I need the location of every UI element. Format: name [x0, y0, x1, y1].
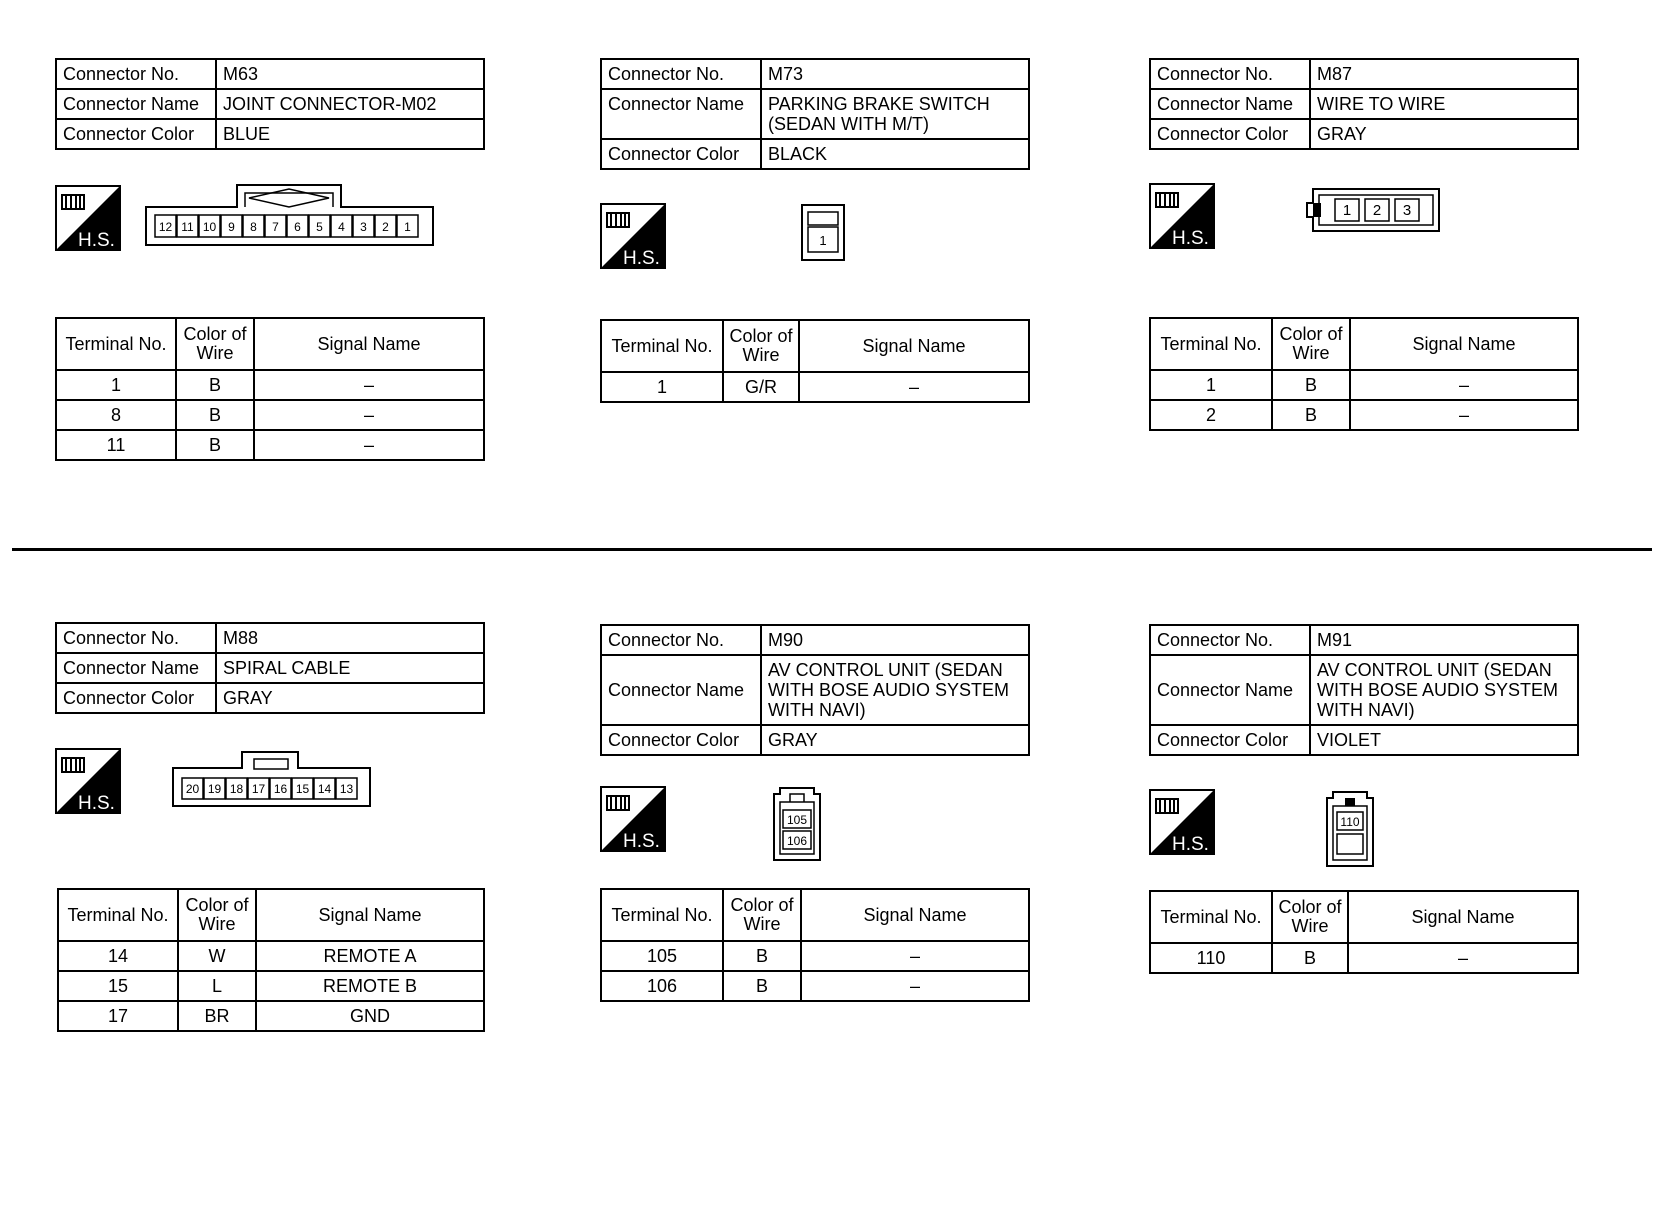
- signal-cell: REMOTE B: [256, 971, 484, 1001]
- connector-name-value: WIRE TO WIRE: [1310, 89, 1578, 119]
- connector-panel-m63: [55, 58, 485, 150]
- pin-label: 19: [207, 782, 222, 796]
- terminal-panel-m87: [1149, 317, 1579, 431]
- terminal-cell: 14: [58, 941, 178, 971]
- connector-info-table: [55, 58, 485, 150]
- connector-panel-m90: [600, 624, 1030, 756]
- connector-info-table: [600, 624, 1030, 756]
- signal-name-header: Signal Name: [801, 889, 1029, 941]
- color-of-wire-header: Color of Wire: [176, 318, 254, 370]
- signal-cell: –: [254, 430, 484, 460]
- pin-cell: [331, 215, 352, 237]
- signal-cell: –: [1350, 370, 1578, 400]
- signal-cell: REMOTE A: [256, 941, 484, 971]
- connector-color-value: VIOLET: [1310, 725, 1578, 755]
- connector-color-value: GRAY: [761, 725, 1029, 755]
- connector-color-label: Connector Color: [56, 683, 216, 713]
- pin-label: 16: [273, 782, 288, 796]
- pin-cell: [309, 215, 330, 237]
- pin-cell: [204, 778, 225, 799]
- signal-cell: –: [801, 941, 1029, 971]
- wire-cell: B: [723, 941, 801, 971]
- harness-side-icon: [600, 203, 666, 269]
- connector-no-label: Connector No.: [56, 623, 216, 653]
- hs-label: H.S.: [623, 831, 660, 852]
- terminal-no-header: Terminal No.: [601, 889, 723, 941]
- connector-face-m90: [772, 786, 822, 862]
- connector-name-value: PARKING BRAKE SWITCH (SEDAN WITH M/T): [761, 89, 1029, 139]
- connector-color-label: Connector Color: [601, 139, 761, 169]
- table-row: [58, 1001, 484, 1031]
- pin-label: 3: [360, 220, 367, 234]
- pin-cell: [292, 778, 313, 799]
- terminal-panel-m88: [57, 888, 485, 1032]
- signal-cell: –: [1350, 400, 1578, 430]
- pin-label: 18: [229, 782, 244, 796]
- connector-panel-m73: [600, 58, 1030, 170]
- pin-cell: [155, 215, 176, 237]
- connector-info-table: [1149, 58, 1579, 150]
- table-row: [58, 971, 484, 1001]
- signal-cell: –: [799, 372, 1029, 402]
- connector-color-value: BLUE: [216, 119, 484, 149]
- pin-label: 106: [786, 834, 808, 848]
- pin-cell: [1335, 199, 1359, 221]
- pin-cell: [397, 215, 418, 237]
- terminal-panel-m91: [1149, 890, 1579, 974]
- color-of-wire-header: Color of Wire: [1272, 318, 1350, 370]
- pin-cell: [1395, 199, 1419, 221]
- table-row: [1150, 400, 1578, 430]
- table-row: [1150, 943, 1578, 973]
- pin-cell: [336, 778, 357, 799]
- terminal-no-header: Terminal No.: [1150, 318, 1272, 370]
- pin-cell: [182, 778, 203, 799]
- table-row: [56, 370, 484, 400]
- signal-name-header: Signal Name: [254, 318, 484, 370]
- terminal-table: [600, 888, 1030, 1002]
- color-of-wire-header: Color of Wire: [178, 889, 256, 941]
- connector-no-value: M87: [1310, 59, 1578, 89]
- pin-cell: [375, 215, 396, 237]
- connector-panel-m87: [1149, 58, 1579, 150]
- terminal-cell: 2: [1150, 400, 1272, 430]
- wire-cell: BR: [178, 1001, 256, 1031]
- connector-name-label: Connector Name: [56, 653, 216, 683]
- hs-label: H.S.: [1172, 834, 1209, 855]
- connector-panel-m91: [1149, 624, 1579, 756]
- pin-cell: [314, 778, 335, 799]
- connector-name-value: JOINT CONNECTOR-M02: [216, 89, 484, 119]
- wire-cell: B: [723, 971, 801, 1001]
- terminal-table: [55, 317, 485, 461]
- connector-no-label: Connector No.: [601, 625, 761, 655]
- connector-name-value: SPIRAL CABLE: [216, 653, 484, 683]
- connector-panel-m88: [55, 622, 485, 714]
- connector-name-value: AV CONTROL UNIT (SEDAN WITH BOSE AUDIO SYSTEM WITH NAVI): [1310, 655, 1578, 725]
- table-row: [601, 971, 1029, 1001]
- pin-cell: [1337, 812, 1363, 830]
- connector-color-label: Connector Color: [1150, 119, 1310, 149]
- pin-row: [155, 215, 418, 237]
- connector-no-label: Connector No.: [56, 59, 216, 89]
- signal-cell: –: [1348, 943, 1578, 973]
- connector-no-label: Connector No.: [1150, 59, 1310, 89]
- connector-name-value: AV CONTROL UNIT (SEDAN WITH BOSE AUDIO SYSTEM WITH NAVI): [761, 655, 1029, 725]
- terminal-no-header: Terminal No.: [56, 318, 176, 370]
- terminal-cell: 106: [601, 971, 723, 1001]
- pin-label: 3: [1402, 202, 1412, 219]
- harness-side-icon: [55, 185, 121, 251]
- connector-face-m88: [172, 750, 372, 808]
- color-of-wire-header: Color of Wire: [723, 889, 801, 941]
- wire-cell: B: [1272, 400, 1350, 430]
- connector-color-label: Connector Color: [56, 119, 216, 149]
- harness-side-icon: [600, 786, 666, 852]
- connector-name-label: Connector Name: [601, 89, 761, 139]
- terminal-no-header: Terminal No.: [1150, 891, 1272, 943]
- terminal-cell: 1: [56, 370, 176, 400]
- connector-info-table: [600, 58, 1030, 170]
- signal-name-header: Signal Name: [799, 320, 1029, 372]
- wire-cell: W: [178, 941, 256, 971]
- wire-cell: B: [1272, 370, 1350, 400]
- signal-cell: –: [801, 971, 1029, 1001]
- pin-label: 5: [316, 220, 323, 234]
- connector-name-label: Connector Name: [56, 89, 216, 119]
- signal-name-header: Signal Name: [1348, 891, 1578, 943]
- table-row: [56, 430, 484, 460]
- pin-label: 8: [250, 220, 257, 234]
- pin-cell: [265, 215, 286, 237]
- pin-cell: [199, 215, 220, 237]
- wire-cell: B: [176, 430, 254, 460]
- terminal-table: [600, 319, 1030, 403]
- pin-label: 20: [185, 782, 200, 796]
- terminal-panel-m63: [55, 317, 485, 461]
- color-of-wire-header: Color of Wire: [723, 320, 799, 372]
- wire-cell: B: [1272, 943, 1348, 973]
- pin-cell: [248, 778, 269, 799]
- pin-cell: [177, 215, 198, 237]
- pin-label: 12: [158, 220, 173, 234]
- connector-name-label: Connector Name: [1150, 89, 1310, 119]
- wire-cell: B: [176, 370, 254, 400]
- connector-face-m87: [1305, 187, 1441, 233]
- signal-cell: –: [254, 370, 484, 400]
- signal-cell: GND: [256, 1001, 484, 1031]
- terminal-cell: 105: [601, 941, 723, 971]
- connector-no-value: M90: [761, 625, 1029, 655]
- connector-no-value: M88: [216, 623, 484, 653]
- harness-side-icon: [1149, 789, 1215, 855]
- terminal-table: [1149, 890, 1579, 974]
- pin-cell: [353, 215, 374, 237]
- pin-label: 7: [272, 220, 279, 234]
- connector-info-table: [55, 622, 485, 714]
- pin-cell: [226, 778, 247, 799]
- terminal-cell: 15: [58, 971, 178, 1001]
- connector-color-label: Connector Color: [601, 725, 761, 755]
- table-row: [58, 941, 484, 971]
- connector-no-value: M73: [761, 59, 1029, 89]
- pin-label: 14: [317, 782, 332, 796]
- pin-label: 13: [339, 782, 354, 796]
- table-row: [601, 372, 1029, 402]
- connector-no-value: M63: [216, 59, 484, 89]
- table-row: [56, 400, 484, 430]
- terminal-cell: 1: [601, 372, 723, 402]
- pin-label: 1: [404, 220, 411, 234]
- connector-name-label: Connector Name: [1150, 655, 1310, 725]
- pin-label: 110: [1340, 815, 1360, 829]
- table-row: [1150, 370, 1578, 400]
- connector-face-m91: [1325, 790, 1375, 868]
- terminal-table: [57, 888, 485, 1032]
- wire-cell: B: [176, 400, 254, 430]
- hs-label: H.S.: [78, 230, 115, 251]
- pin-cell: [1365, 199, 1389, 221]
- pin-cell: [287, 215, 308, 237]
- pin-label: 1: [819, 233, 827, 248]
- signal-name-header: Signal Name: [1350, 318, 1578, 370]
- section-divider: [12, 548, 1652, 551]
- pin-cell: [783, 831, 811, 849]
- wire-cell: G/R: [723, 372, 799, 402]
- pin-label: 17: [251, 782, 266, 796]
- harness-side-icon: [1149, 183, 1215, 249]
- pin-label: 105: [786, 813, 808, 827]
- table-row: [601, 941, 1029, 971]
- hs-label: H.S.: [1172, 228, 1209, 249]
- pin-cell: [783, 810, 811, 828]
- terminal-no-header: Terminal No.: [58, 889, 178, 941]
- pin-cell: [243, 215, 264, 237]
- terminal-panel-m73: [600, 319, 1030, 403]
- terminal-cell: 11: [56, 430, 176, 460]
- hs-label: H.S.: [78, 793, 115, 814]
- terminal-cell: 8: [56, 400, 176, 430]
- terminal-cell: 110: [1150, 943, 1272, 973]
- connector-face-m63: [145, 183, 435, 248]
- signal-name-header: Signal Name: [256, 889, 484, 941]
- pin-label: 2: [1372, 202, 1382, 219]
- terminal-panel-m90: [600, 888, 1030, 1002]
- pin-label: 15: [295, 782, 310, 796]
- pin-label: 2: [382, 220, 389, 234]
- connector-face-m73: [801, 204, 845, 262]
- connector-no-label: Connector No.: [1150, 625, 1310, 655]
- connector-no-value: M91: [1310, 625, 1578, 655]
- pin-label: 10: [202, 220, 217, 234]
- connector-color-label: Connector Color: [1150, 725, 1310, 755]
- connector-color-value: BLACK: [761, 139, 1029, 169]
- connector-color-value: GRAY: [1310, 119, 1578, 149]
- connector-info-table: [1149, 624, 1579, 756]
- harness-side-icon: [55, 748, 121, 814]
- terminal-cell: 17: [58, 1001, 178, 1031]
- pin-cell: [221, 215, 242, 237]
- connector-name-label: Connector Name: [601, 655, 761, 725]
- pin-label: 4: [338, 220, 345, 234]
- terminal-cell: 1: [1150, 370, 1272, 400]
- hs-label: H.S.: [623, 248, 660, 269]
- color-of-wire-header: Color of Wire: [1272, 891, 1348, 943]
- connector-no-label: Connector No.: [601, 59, 761, 89]
- wire-cell: L: [178, 971, 256, 1001]
- pin-label: 9: [228, 220, 235, 234]
- pin-label: 11: [181, 220, 194, 234]
- pin-label: 6: [294, 220, 301, 234]
- signal-cell: –: [254, 400, 484, 430]
- connector-color-value: GRAY: [216, 683, 484, 713]
- pin-label: 1: [1342, 202, 1352, 219]
- pin-cell: [270, 778, 291, 799]
- terminal-no-header: Terminal No.: [601, 320, 723, 372]
- pin-cell: [808, 227, 838, 252]
- terminal-table: [1149, 317, 1579, 431]
